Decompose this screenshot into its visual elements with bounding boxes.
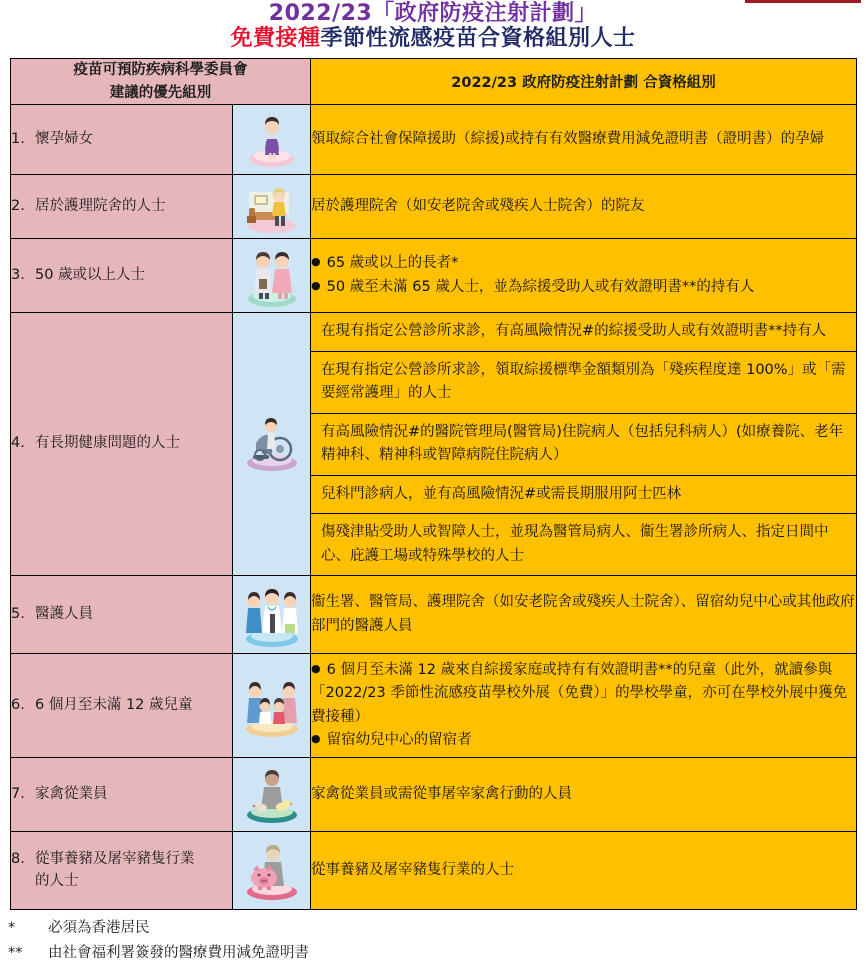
description-sublist-4	[311, 313, 856, 575]
group-cell-2	[11, 175, 233, 239]
top-red-rule	[745, 0, 861, 3]
wheelchair-user-icon	[240, 413, 304, 475]
group-number-5: 5.	[11, 605, 25, 622]
title-line-2-rest: 季節性流感疫苗合資格組別人士	[320, 26, 636, 52]
sub-row	[311, 351, 856, 413]
footnote-double-asterisk	[8, 941, 866, 965]
eligibility-table-body	[11, 105, 857, 910]
group-number-1: 1.	[11, 130, 25, 147]
group-cell-6	[11, 654, 233, 758]
table-row	[11, 105, 857, 175]
header-priority-groups-line2: 建議的優先組別	[109, 84, 212, 101]
group-cell-7	[11, 758, 233, 832]
description-item: 傷殘津貼受助人或智障人士，並現為醫管局病人、衞生署診所病人、指定日間中心、庇護工場或特殊學校的人士	[311, 514, 856, 575]
group-number-3: 3.	[11, 266, 25, 283]
header-priority-groups-line1: 疫苗可預防疾病科學委員會	[73, 62, 248, 79]
description-bullet: ● 留宿幼兒中心的留宿者	[311, 729, 856, 752]
description-bullet: ● 65 歲或以上的長者*	[311, 252, 856, 275]
pregnant-woman-icon	[241, 109, 303, 171]
group-label-1: 懷孕婦女	[35, 130, 93, 147]
eligibility-table	[10, 58, 857, 910]
header-eligible-groups: 2022/23 政府防疫注射計劃 合資格組別	[311, 59, 857, 105]
description-item: 在現有指定公營診所求診，有高風險情況#的綜援受助人或有效證明書**持有人	[311, 313, 856, 351]
group-number-6: 6.	[11, 696, 25, 713]
icon-cell-8	[233, 832, 311, 910]
group-cell-3	[11, 239, 233, 313]
footnote-text: 必須為香港居民	[48, 920, 150, 936]
group-cell-5	[11, 576, 233, 654]
group-label-4: 有長期健康問題的人士	[35, 435, 180, 452]
icon-cell-4	[233, 313, 311, 576]
icon-cell-3	[233, 239, 311, 313]
pig-farmer-icon	[240, 838, 304, 904]
sub-row	[311, 475, 856, 513]
footnote-text: 由社會福利署簽發的醫療費用減免證明書	[48, 944, 309, 961]
group-cell-1	[11, 105, 233, 175]
group-label-6: 6 個月至未滿 12 歲兒童	[35, 696, 193, 713]
footnote-marker: *	[8, 920, 16, 936]
healthcare-workers-icon	[239, 581, 305, 649]
icon-cell-7	[233, 758, 311, 832]
footnotes	[8, 916, 866, 965]
group-number-2: 2.	[11, 197, 25, 214]
icon-cell-2	[233, 175, 311, 239]
icon-cell-1	[233, 105, 311, 175]
description-item: 兒科門診病人，並有高風險情況#或需長期服用阿士匹林	[311, 475, 856, 513]
description-cell-1: 領取綜合社會保障援助（綜援)或持有有效醫療費用減免證明書（證明書）的孕婦	[311, 105, 857, 175]
description-cell-6	[311, 654, 857, 758]
table-row	[11, 175, 857, 239]
description-cell-7: 家禽從業員或需從事屠宰家禽行動的人員	[311, 758, 857, 832]
group-number-7: 7.	[11, 785, 25, 802]
header-priority-groups	[11, 59, 311, 105]
description-cell-3	[311, 239, 857, 313]
sub-row	[311, 413, 856, 475]
table-row	[11, 239, 857, 313]
description-bullet: ● 50 歲至未滿 65 歲人士，並為綜援受助人或有效證明書**的持有人	[311, 276, 856, 299]
group-number-4: 4.	[11, 435, 25, 452]
nursing-home-resident-icon	[241, 178, 303, 236]
description-cell-5: 衞生署、醫管局、護理院舍（如安老院舍或殘疾人士院舍）、留宿幼兒中心或其他政府部門的醫護人員	[311, 576, 857, 654]
table-row	[11, 576, 857, 654]
elderly-couple-icon	[241, 243, 303, 309]
title-free-vaccination-emphasis: 免費接種	[230, 26, 321, 52]
title-line-1: 2022/23「政府防疫注射計劃」	[268, 1, 598, 26]
group-label-8: 從事養豬及屠宰豬隻行業的人士	[35, 850, 195, 889]
poultry-worker-icon	[240, 763, 304, 827]
poster-title	[0, 0, 866, 50]
title-line-2	[0, 27, 866, 50]
description-cell-4	[311, 313, 857, 576]
group-label-7: 家禽從業員	[35, 785, 108, 802]
icon-cell-6	[233, 654, 311, 758]
description-item: 在現有指定公營診所求診，領取綜援標準金額類別為「殘疾程度達 100%」或「需要經常護理」的人士	[311, 351, 856, 413]
description-cell-8: 從事養豬及屠宰豬隻行業的人士	[311, 832, 857, 910]
table-row	[11, 832, 857, 910]
group-cell-8	[11, 832, 233, 910]
group-number-8: 8.	[11, 850, 25, 867]
group-label-5: 醫護人員	[35, 605, 93, 622]
sub-row	[311, 514, 856, 575]
table-header-row	[11, 59, 857, 105]
icon-cell-5	[233, 576, 311, 654]
table-row	[11, 654, 857, 758]
family-children-icon	[239, 673, 305, 739]
sub-row	[311, 313, 856, 351]
group-cell-4	[11, 313, 233, 576]
group-label-2: 居於護理院舍的人士	[35, 197, 166, 214]
description-bullet: ● 6 個月至未滿 12 歲來自綜援家庭或持有有效證明書**的兒童（此外，就讀參與「2022/23 季節性流感疫苗學校外展（免費）」的學校學童，亦可在學校外展中獲免費接種）	[311, 659, 856, 729]
description-item: 有高風險情況#的醫院管理局(醫管局)住院病人（包括兒科病人）(如療養院、老年精神科、精神科或智障病院住院病人）	[311, 413, 856, 475]
group-label-3: 50 歲或以上人士	[35, 266, 146, 283]
table-row	[11, 313, 857, 576]
description-cell-2: 居於護理院舍（如安老院舍或殘疾人士院舍）的院友	[311, 175, 857, 239]
table-row	[11, 758, 857, 832]
footnote-marker: **	[8, 944, 23, 961]
